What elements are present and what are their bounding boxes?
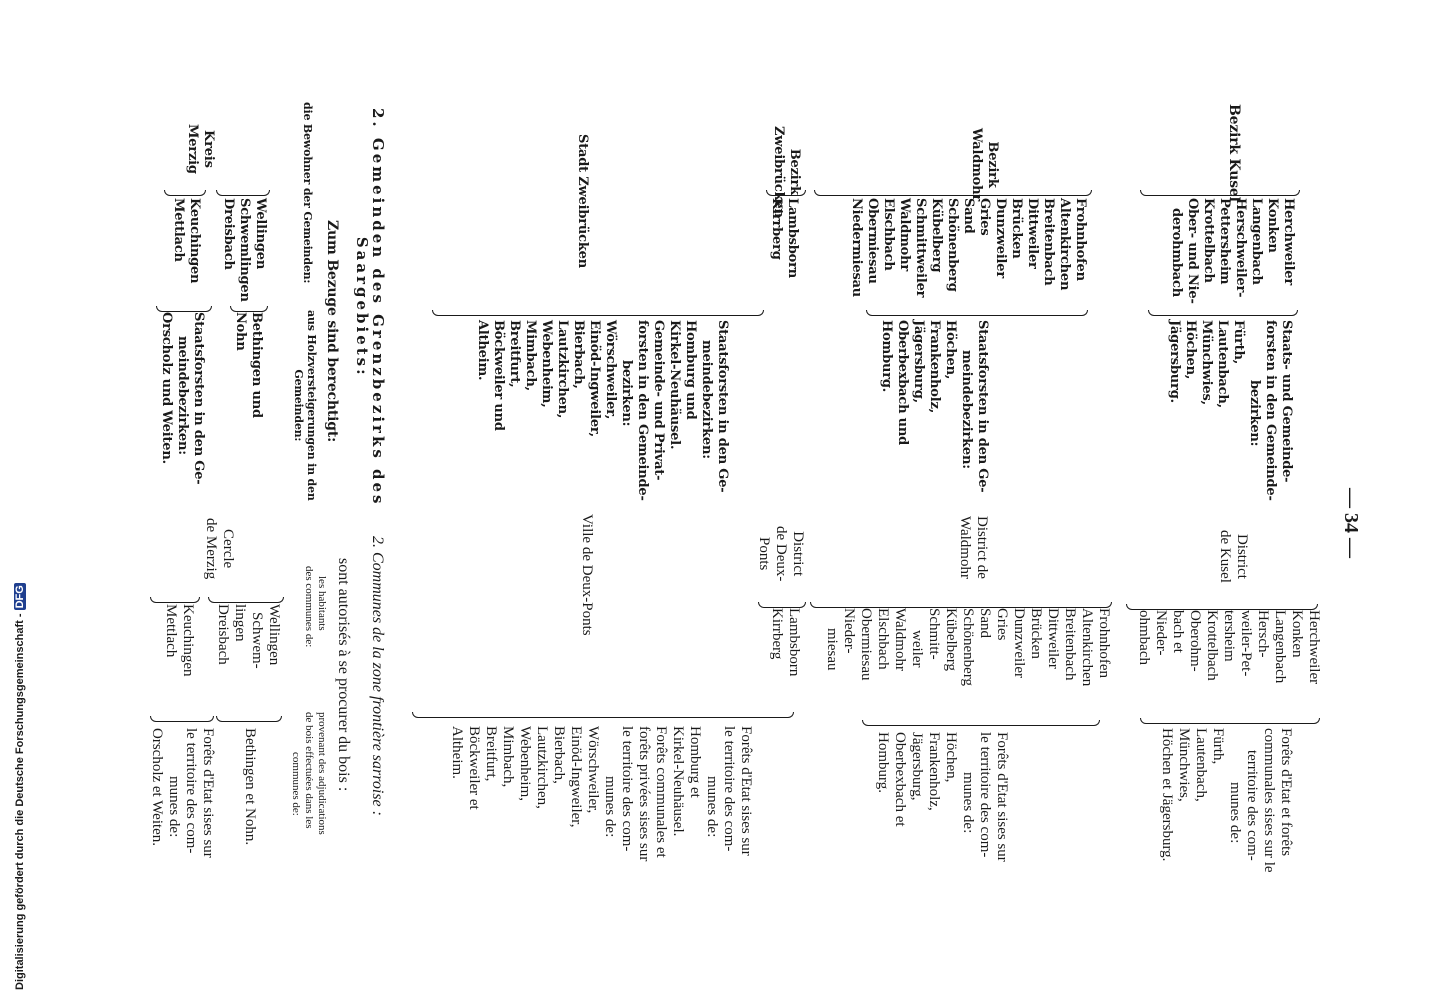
fr-kusel-communes: Herchweiler Konken Langenbach Hersch- weiler-Pet- tersheim Krottelbach Oberohm- bach et Nieder- ohmbach — [1136, 610, 1322, 685]
de-authorized: Zum Bezuge sind berechtigt: — [324, 220, 340, 443]
de-merzig-group2: Keuchingen Mettlach — [171, 198, 202, 284]
de-waldmohr-communes: Frohnhofen Altenkirchen Breitenbach Dittweiler Brücken Dunzweiler Gries Sand Schönenberg Kübelberg Schmittweiler Waldmohr Elschbach Obermiesau Niedermiesau — [849, 198, 1088, 298]
fr-kusel-district: District de Kusel — [1217, 530, 1250, 583]
digitization-footer: Digitalisierung gefördert durch die Deutsche Forschungsgemeinschaft - DFG — [14, 585, 26, 990]
de-waldmohr-district: Bezirk Waldmohr — [969, 128, 1000, 202]
fr-waldmohr-district: District de Waldmohr — [957, 516, 990, 579]
de-waldmohr-rights-brace — [866, 310, 1088, 316]
fr-merzig-group1-rights: Bethingen et Nohn. — [242, 728, 258, 846]
de-zweibruecken-district: Bezirk Zweibrücken — [771, 126, 802, 218]
fr-zweibruecken-communes: Lambsborn Kirrberg — [769, 608, 802, 677]
fr-waldmohr-rights-brace — [862, 720, 1100, 726]
de-kusel-communes: Herchweiler Konken Langenbach Herschweiler- Pettersheim Krottelbach Ober- und Nie- derohmbach — [1169, 198, 1296, 304]
fr-merzig-group2: Keuchingen Mettlach — [163, 604, 196, 677]
de-kusel-district: Bezirk Kusel — [1226, 104, 1242, 202]
de-inhabitants: die Bewohner der Gemeinden: — [301, 102, 314, 284]
fr-zweibruecken-rights-brace — [412, 712, 794, 718]
fr-merzig-group2-brace — [150, 597, 200, 603]
fr-merzig-group1: Wellingen Schwem- lingen Dreisbach — [215, 604, 282, 669]
fr-merzig-group2-rights-brace — [150, 716, 214, 722]
fr-kusel-rights: Forêts d'Etat et forêts communales sises sur le territoire des com- munes de: Fürth, Lautenbach, Münchwies, Höchen et Jägersburg. — [1159, 728, 1294, 873]
de-zweibruecken-rights-brace — [432, 310, 764, 316]
dfg-logo: DFG — [14, 585, 26, 609]
fr-ville: Ville de Deux-Ponts — [579, 514, 595, 636]
de-merzig-group1: Wellingen Schwemlingen Dreisbach — [221, 198, 268, 302]
de-merzig-group2-rights: Staatsforsten in den Ge- meindebezirken: Orscholz und Weiten. — [159, 312, 206, 485]
de-zweibruecken-rights: Staatsforsten in den Ge- meindebezirken: Homburg und Kirkel-Neuhäusel. Gemeinde- und Privat- forsten in den Gemeinde- bezirken: Wörschweiler, Einöd-Ingweiler, Bierbach, Lautzkirchen, Webenheim, Mimbach, Breitfurt, Böckweiler und Altheim. — [475, 320, 730, 501]
fr-merzig-group2-rights: Forêts d'Etat sises sur le territoire des com- munes de: Orscholz et Weiten. — [149, 728, 216, 858]
de-merzig-kreis: Kreis Merzig — [185, 124, 216, 174]
fr-zweibruecken-rights: Forêts d'Etat sises sur le territoire des com- munes de: Homburg et Kirkel-Neuhäusel. Forêts communales et forêts privées sises sur le territoire des com- munes de: Wörschweiler, Einöd-Ingweiler, Bierbach, Lautzkirchen, Webenheim, Mimbach, Breitfurt, Böckweiler et Altheim. — [449, 726, 754, 862]
de-kusel-rights-brace — [1148, 310, 1298, 316]
de-kusel-rights: Staats- und Gemeinde- forsten in den Gemeinde- bezirken: Fürth, Lautenbach, Münchwies, Höchen, Jägersburg. — [1167, 320, 1294, 501]
de-provenant: aus Holzversteigerungen in den Gemeinden: — [292, 310, 318, 501]
fr-merzig-group1-brace — [208, 597, 284, 603]
de-zweibruecken-communes: Lambsborn Kirrberg — [769, 198, 800, 278]
de-merzig-group1-brace — [216, 190, 270, 196]
fr-merzig-group1-rights-brace — [216, 716, 282, 722]
de-section-heading: 2. Gemeinden des Grenzbezirks des Saargebiets: — [353, 108, 387, 507]
de-kusel-brace — [1140, 190, 1300, 196]
de-merzig-group2-brace — [164, 190, 206, 196]
fr-inhabitants: les habitants des communes de: — [303, 566, 328, 648]
de-merzig-group1-rights: Bethingen und Nohn — [233, 312, 264, 418]
de-zweibruecken-brace — [766, 190, 806, 196]
fr-merzig-cercle: Cercle de Merzig — [203, 518, 236, 580]
de-waldmohr-rights: Staatsforsten in den Ge- meindebezirken: Höchen, Frankenholz, Jägersburg, Oberbexbach und Homburg. — [879, 320, 990, 493]
fr-waldmohr-communes: Frohnhofen Altenkirchen Breitenbach Dittweiler Brücken Dunzweiler Gries Sand Schönenberg Kübelberg Schmitt- weiler Waldmohr Elschbach Obermiesau Nieder- miesau — [824, 608, 1112, 687]
fr-zweibruecken-district: District de Deux- Ponts — [756, 526, 806, 582]
fr-waldmohr-rights: Forêts d'Etat sises sur le territoire des com- munes de: Höchen, Frankenholz, Jägersburg, Oberbexbach et Homburg. — [875, 732, 1010, 862]
de-stadt: Stadt Zweibrücken — [575, 134, 590, 268]
page-number: — 34 — — [1340, 488, 1362, 558]
de-waldmohr-brace — [814, 190, 1092, 196]
fr-kusel-rights-brace — [1140, 718, 1320, 724]
fr-authorized: sont autorisés à se procurer du bois : — [335, 558, 352, 792]
fr-section-heading: 2. Communes de la zone frontière sarroise : — [369, 536, 386, 816]
fr-provenant: provenant des adjudications de bois effectuées dans les communes de: — [290, 712, 328, 835]
